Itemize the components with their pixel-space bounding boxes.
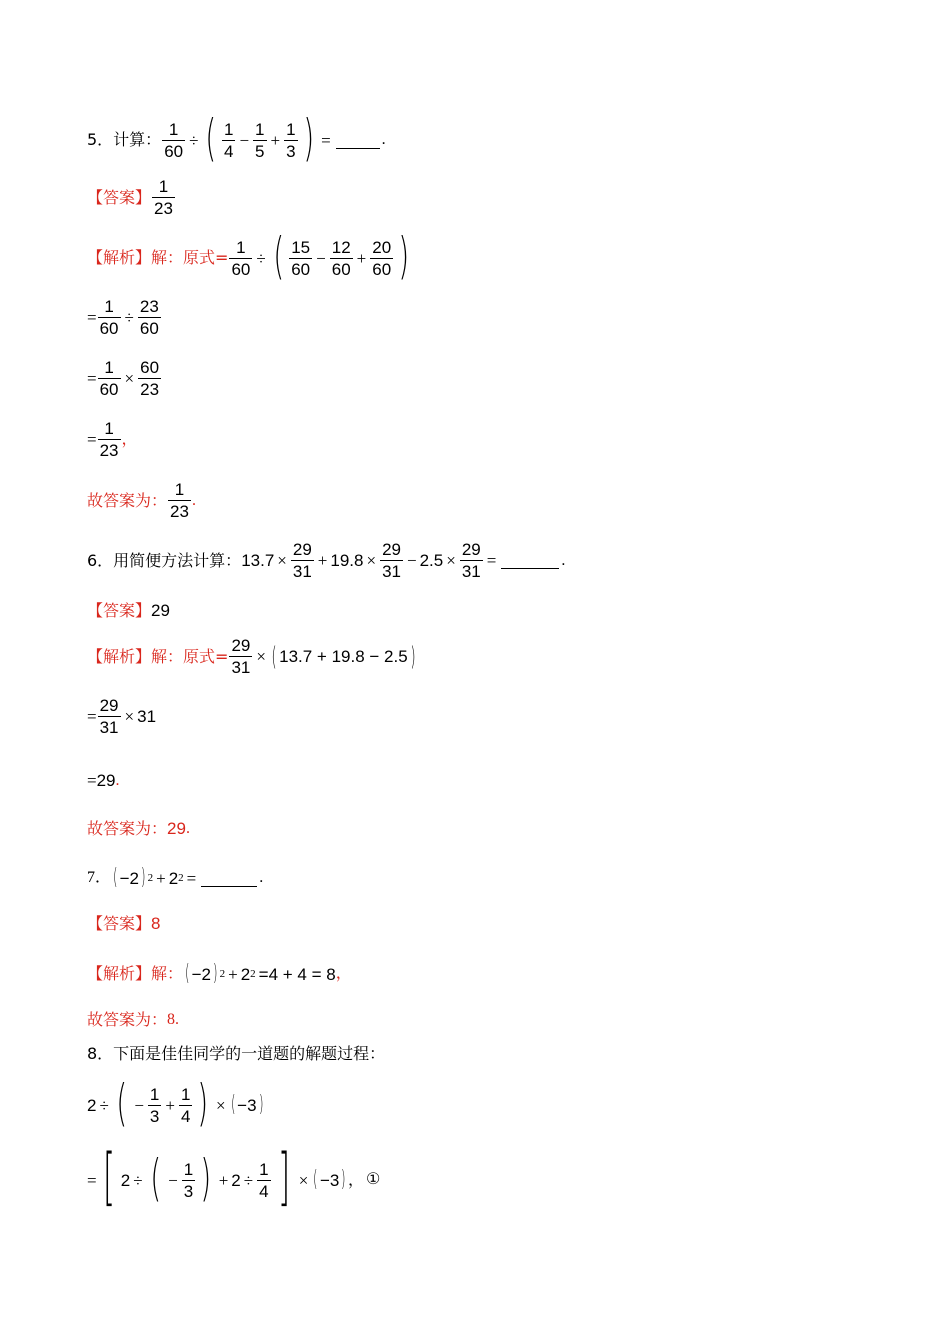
a5-step2: = $\frac{1}{60}$ ÷ $\frac{23}{60}$ xyxy=(87,297,159,338)
parenthesized-expression: ( $\frac{15}{60}$ − $\frac{12}{60}$ + $\frac{20}{60}$ ) xyxy=(273,227,410,285)
final-label: 故答案为： xyxy=(87,1010,168,1029)
analysis-label: 【解析】 xyxy=(87,646,152,666)
a6-final: 故答案为： 29 . xyxy=(87,818,190,838)
fraction: $\frac{60}{23}$ xyxy=(140,358,160,399)
q7-line: 7． ( −2 ) 2 + 2 2 = . xyxy=(87,865,264,890)
final-value: 29 xyxy=(167,819,186,838)
answer-label: 【答案】 xyxy=(87,913,152,933)
fraction: $\frac{1}{4}$ xyxy=(223,119,234,161)
a7-final: 故答案为： 8 . xyxy=(87,1010,180,1029)
answer-label: 【答案】 xyxy=(87,600,152,620)
a6-analysis-line: 【解析】 解：原式= $\frac{29}{31}$ × ( 13.7 + 19.8 − 2.5 ) xyxy=(87,636,416,677)
fraction: $\frac{1}{5}$ xyxy=(255,119,265,161)
q6-line: 6．用简便方法计算： 13.7 × $\frac{29}{31}$ + 19.8 × $\frac{29}{31}$ − 2.5 × $\frac{29}{31}$ = . xyxy=(87,540,566,581)
fraction: $\frac{1}{3}$ xyxy=(183,1159,194,1201)
fraction: $\frac{29}{31}$ xyxy=(231,636,251,677)
fraction: $\frac{1}{4}$ xyxy=(259,1159,269,1201)
step-marker: ① xyxy=(365,1171,381,1188)
parenthesized-expression: ( $\frac{1}{4}$ − $\frac{1}{5}$ + $\frac{1}{3}$ ) xyxy=(205,109,314,167)
a6-step2: = $\frac{29}{31}$ × 31 xyxy=(87,696,157,737)
analysis-label: 【解析】 xyxy=(87,964,152,983)
fraction: $\frac{29}{31}$ xyxy=(461,540,481,581)
answer-blank xyxy=(336,132,380,149)
q8-label: 8．下面是佳佳同学的一道题的解题过程： xyxy=(87,1044,386,1063)
parenthesized-expression: ( − $\frac{1}{3}$ + $\frac{1}{4}$ ) xyxy=(116,1074,209,1132)
a5-analysis-line: 【解析】 解：原式= $\frac{1}{60}$ ÷ ( $\frac{15}{60}$ − $\frac{12}{60}$ + $\frac{20}{60}$ ) xyxy=(87,235,414,281)
q6-label: 6．用简便方法计算： xyxy=(87,550,242,570)
fraction: $\frac{12}{60}$ xyxy=(331,237,351,279)
a5-step4: = $\frac{1}{23}$ ， xyxy=(87,419,138,460)
q5-label: 5．计算： xyxy=(87,130,162,149)
analysis-label: 【解析】 xyxy=(87,248,152,267)
fraction: $\frac{23}{60}$ xyxy=(139,297,159,338)
final-label: 故答案为： xyxy=(87,818,168,838)
analysis-text: 解： xyxy=(151,964,184,983)
parenthesized-expression: ( − $\frac{1}{3}$ ) xyxy=(150,1149,212,1207)
fraction: $\frac{1}{4}$ xyxy=(180,1084,191,1126)
analysis-text: 解：原式= xyxy=(151,248,229,267)
final-value: 8 xyxy=(167,1011,176,1028)
q7-label: 7． xyxy=(87,869,112,886)
fraction: $\frac{29}{31}$ xyxy=(99,696,119,737)
analysis-text: 解：原式= xyxy=(151,646,229,666)
q8-expr2: = [ 2 ÷ ( − $\frac{1}{3}$ ) + 2 ÷ $\frac{1}{4}$ ] × ( −3 ) ， ① xyxy=(87,1140,381,1213)
operator: ÷ xyxy=(189,130,199,150)
a7-analysis-line: 【解析】 解： ( −2 ) 2 + 2 2 =4 + 4 = 8 ， xyxy=(87,961,352,986)
fraction: $\frac{1}{23}$ xyxy=(170,480,189,521)
final-label: 故答案为： xyxy=(87,490,168,510)
fraction: $\frac{1}{23}$ xyxy=(154,177,173,218)
fraction: $\frac{1}{60}$ xyxy=(164,119,184,161)
fraction: $\frac{1}{60}$ xyxy=(99,297,119,338)
a5-final: 故答案为： $\frac{1}{23}$ . xyxy=(87,480,196,521)
fraction: $\frac{29}{31}$ xyxy=(382,540,401,581)
q8-line xyxy=(87,1046,385,1062)
q8-expr1: 2 ÷ ( − $\frac{1}{3}$ + $\frac{1}{4}$ ) × ( −3 ) xyxy=(87,1074,263,1132)
a6-answer-line xyxy=(87,602,170,619)
a5-answer-line xyxy=(87,178,176,217)
fraction: $\frac{1}{3}$ xyxy=(286,119,296,161)
fraction: $\frac{15}{60}$ xyxy=(291,237,311,279)
a5-step3: = $\frac{1}{60}$ × $\frac{60}{23}$ xyxy=(87,358,160,399)
a6-step3: = 29 . xyxy=(87,771,120,790)
answer-blank xyxy=(501,552,559,569)
fraction: $\frac{1}{23}$ xyxy=(99,419,119,460)
a7-answer-line xyxy=(87,915,160,932)
fraction: $\frac{1}{60}$ xyxy=(99,358,119,399)
answer-value: 29 xyxy=(151,601,170,620)
q5-line: 5．计算： $\frac{1}{60}$ ÷ ( $\frac{1}{4}$ − $\frac{1}{5}$ + $\frac{1}{3}$ ) = . xyxy=(87,109,386,167)
fraction: $\frac{1}{60}$ xyxy=(231,237,251,279)
fraction: $\frac{1}{3}$ xyxy=(149,1084,160,1126)
answer-blank xyxy=(201,870,257,887)
fraction: $\frac{29}{31}$ xyxy=(292,540,312,581)
answer-value: 8 xyxy=(151,914,161,933)
answer-label: 【答案】 xyxy=(87,187,152,207)
fraction: $\frac{20}{60}$ xyxy=(372,237,392,279)
